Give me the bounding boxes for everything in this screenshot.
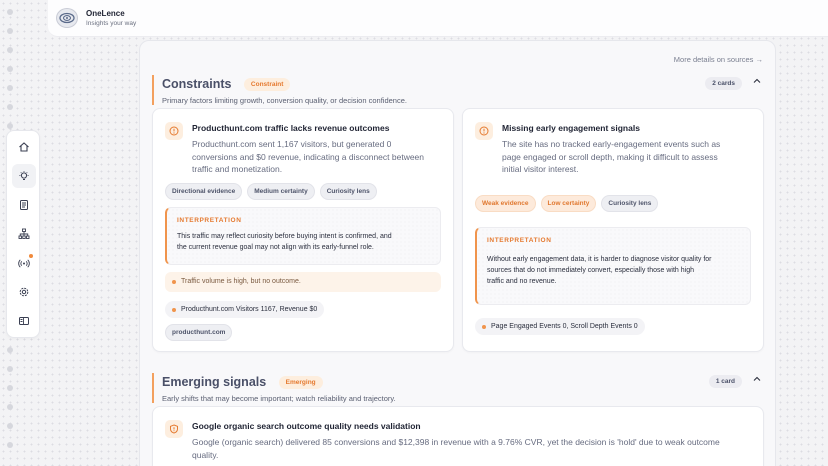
card-title: Missing early engagement signals [502, 123, 640, 133]
card-count-pill: 2 cards [705, 77, 742, 90]
interpretation-line: the current revenue goal may not align with its early-funnel role. [177, 244, 374, 251]
interpretation-text [487, 254, 740, 287]
section-badge: Emerging [279, 376, 323, 389]
shield-icon [169, 424, 179, 434]
emerging-card[interactable] [152, 406, 764, 466]
sidebar-nav [6, 130, 40, 338]
chevron-up-icon[interactable] [752, 76, 762, 86]
card-body-line: quality. [192, 449, 219, 460]
card-body-line: Google (organic search) delivered 85 conversions and $12,398 in revenue with a 9.76% CVR, yet the decision is 'hold' due to weak outcome [192, 437, 720, 447]
sidebar-item-settings[interactable] [12, 280, 36, 304]
card-title: Producthunt.com traffic lacks revenue outcomes [192, 123, 390, 133]
gear-icon [18, 286, 30, 298]
interpretation-line: sources that do not immediately convert, especially those with high [487, 267, 694, 274]
card-icon-wrap [165, 122, 183, 140]
brand-logo-icon[interactable] [56, 8, 78, 28]
card-icon-wrap [475, 122, 493, 140]
chip-row [475, 195, 658, 212]
source-chip[interactable]: producthunt.com [165, 324, 232, 341]
interpretation-line: Without early engagement data, it is harder to diagnose visitor quality for [487, 256, 712, 263]
card-body-line: initial visitor interest. [502, 164, 579, 174]
rail-dots-bottom [7, 347, 13, 461]
evidence-chip: Directional evidence [165, 183, 242, 200]
metric-text: Page Engaged Events 0, Scroll Depth Events 0 [491, 323, 638, 330]
alert-circle-icon [479, 126, 489, 136]
alert-circle-icon [169, 126, 179, 136]
section-title: Emerging signals [162, 375, 267, 389]
sidebar-item-insights[interactable] [12, 164, 36, 188]
home-icon [18, 141, 30, 153]
card-title: Google organic search outcome quality needs validation [192, 421, 421, 431]
interpretation-box [475, 227, 751, 305]
card-body-line: The site has no tracked early-engagement events such as [502, 139, 721, 149]
warning-bullet-icon [172, 280, 176, 284]
lightbulb-icon [18, 170, 30, 182]
hierarchy-icon [18, 228, 30, 240]
certainty-chip: Low certainty [541, 195, 597, 212]
chevron-up-icon[interactable] [752, 374, 762, 384]
card-body-line: page engaged or scroll depth, making it difficult to assess [502, 151, 718, 162]
evidence-chip: Weak evidence [475, 195, 536, 212]
sidebar-item-signals[interactable] [12, 251, 36, 275]
metric-text: Producthunt.com Visitors 1167, Revenue $0 [181, 306, 318, 313]
card-body [192, 138, 424, 176]
metric-pill [165, 301, 324, 318]
interpretation-box [165, 207, 441, 265]
more-details-link[interactable]: More details on sources → [673, 55, 763, 64]
metric-bullet-icon [482, 325, 486, 329]
section-subtitle: Early shifts that may become important; watch reliability and trajectory. [162, 394, 396, 403]
brand-tagline: Insights your way [86, 20, 137, 27]
section-badge: Constraint [244, 78, 291, 91]
constraint-card[interactable] [152, 108, 454, 352]
document-icon [18, 199, 30, 211]
card-body-line: traffic and monetization. [192, 164, 283, 174]
card-icon-wrap [165, 420, 183, 438]
interpretation-label: INTERPRETATION [487, 237, 552, 244]
warning-text: Traffic volume is high, but no outcome. [181, 278, 301, 285]
broadcast-icon [18, 257, 30, 269]
rail-dots-top [7, 9, 13, 142]
interpretation-label: INTERPRETATION [177, 217, 242, 224]
section-subtitle: Primary factors limiting growth, conversion quality, or decision confidence. [162, 96, 407, 105]
brand-name: OneLence [86, 9, 125, 18]
constraint-card[interactable] [462, 108, 764, 352]
metric-pill [475, 318, 645, 335]
emerging-section-header [152, 373, 764, 403]
sidebar-item-sitemap[interactable] [12, 222, 36, 246]
main-panel [139, 40, 776, 466]
brand-header [48, 0, 828, 37]
certainty-chip: Medium certainty [247, 183, 314, 200]
chip-row [165, 183, 377, 200]
warning-note [165, 272, 441, 292]
card-count-pill: 1 card [709, 375, 742, 388]
sidebar-item-home[interactable] [12, 135, 36, 159]
lens-chip: Curiosity lens [601, 195, 658, 212]
metric-bullet-icon [172, 308, 176, 312]
interpretation-line: traffic and no revenue. [487, 278, 557, 285]
sidebar-item-layout[interactable] [12, 309, 36, 333]
lens-chip: Curiosity lens [320, 183, 377, 200]
sidebar-item-reports[interactable] [12, 193, 36, 217]
constraints-section-header [152, 75, 764, 105]
notification-dot [29, 254, 33, 258]
interpretation-line: This traffic may reflect curiosity before buying intent is confirmed, and [177, 233, 392, 240]
panel-icon [18, 315, 30, 327]
interpretation-text [177, 231, 430, 253]
section-title: Constraints [162, 77, 232, 91]
card-body [192, 436, 720, 461]
card-body-line: Producthunt.com sent 1,167 visitors, but generated 0 [192, 139, 392, 149]
card-body [502, 138, 720, 176]
card-body-line: conversions and $0 revenue, indicating a disconnect between [192, 151, 425, 162]
